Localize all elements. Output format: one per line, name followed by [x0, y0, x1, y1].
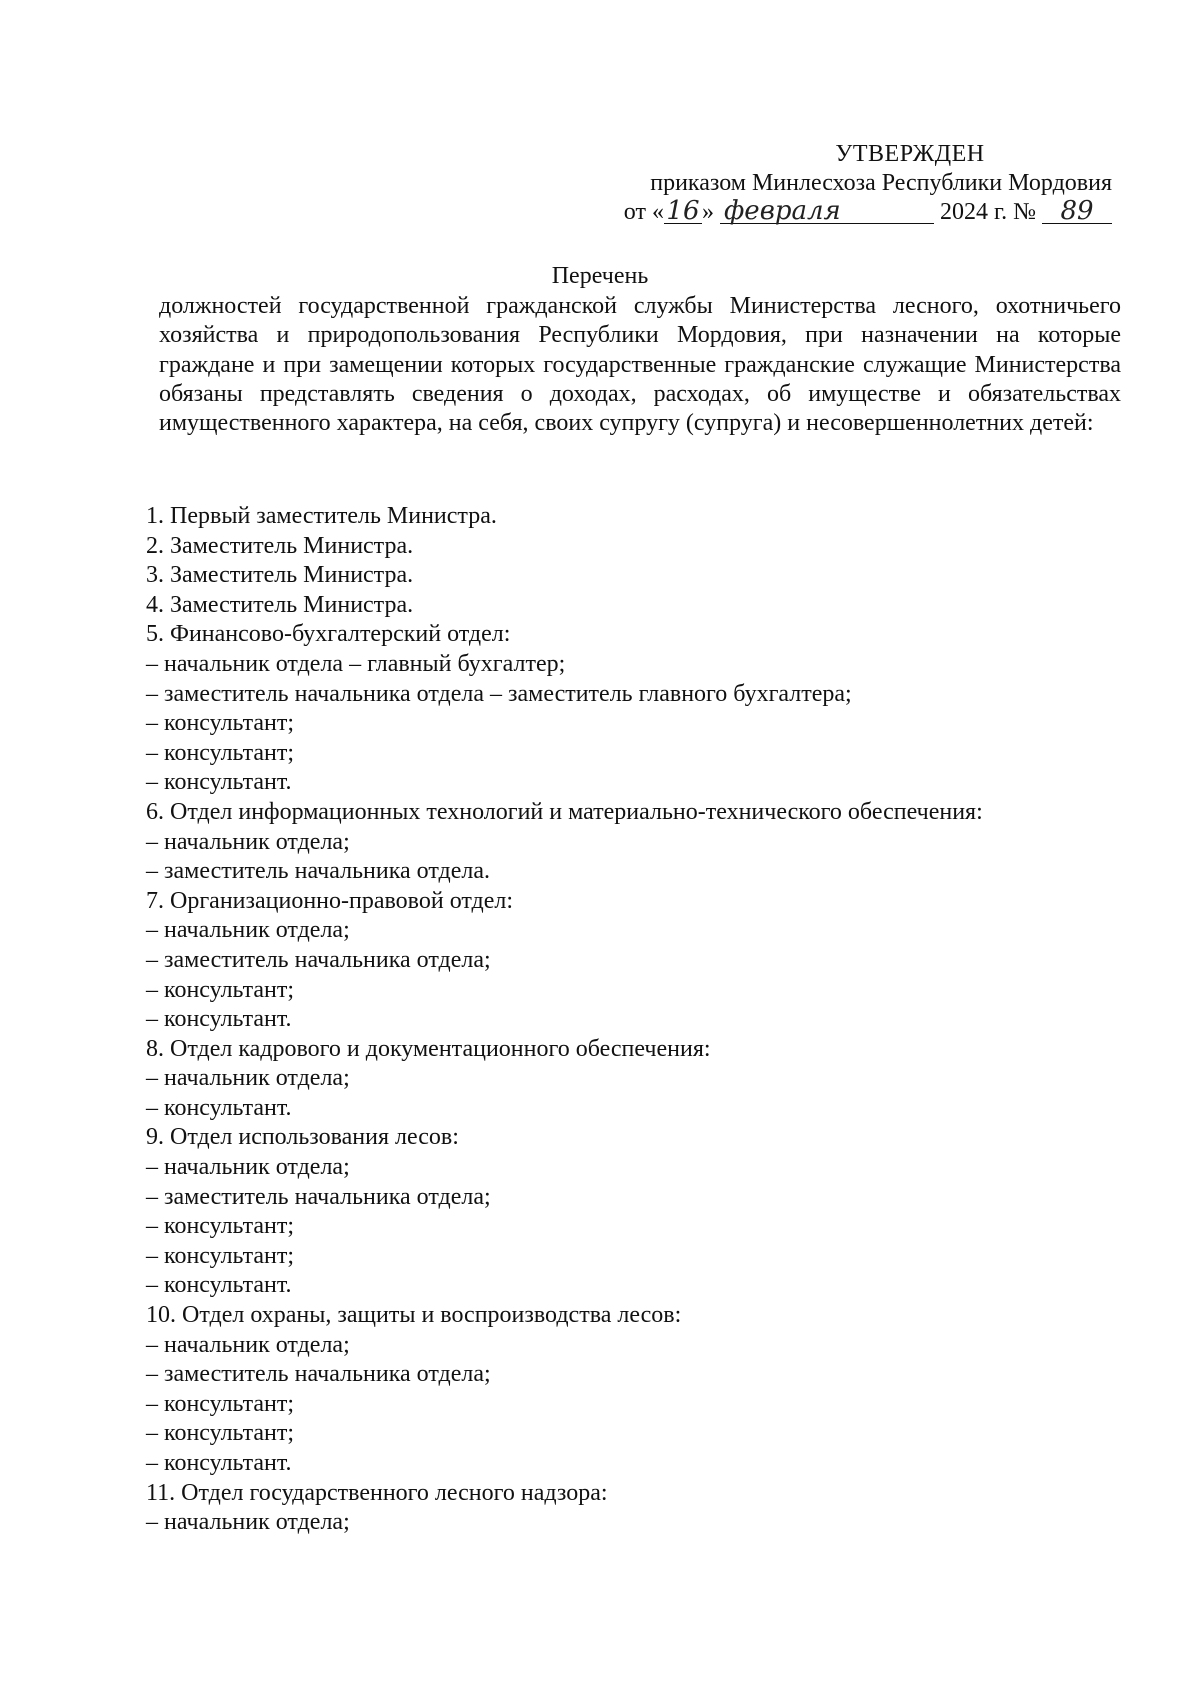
- list-item: 5. Финансово-бухгалтерский отдел:: [146, 621, 511, 648]
- list-item: – заместитель начальника отдела;: [146, 1361, 491, 1388]
- list-item: – начальник отдела;: [146, 917, 350, 944]
- list-item: 8. Отдел кадрового и документационного обеспечения:: [146, 1035, 711, 1062]
- date-prefix: от «: [623, 199, 664, 225]
- handwritten-month: февраля: [720, 199, 934, 224]
- list-item: – начальник отдела;: [146, 1331, 350, 1358]
- list-item: – начальник отдела;: [146, 1065, 350, 1092]
- list-item: 10. Отдел охраны, защиты и воспроизводства лесов:: [146, 1302, 682, 1329]
- list-item: – консультант.: [146, 1006, 292, 1033]
- list-item: 1. Первый заместитель Министра.: [146, 503, 497, 529]
- list-item: 3. Заместитель Министра.: [146, 562, 414, 589]
- approval-title: УТВЕРЖДЕН: [835, 141, 985, 167]
- approval-stamp-block: [600, 140, 1120, 227]
- approval-date-line: [600, 198, 1120, 227]
- document-intro: должностей государственной гражданской службы Министерства лесного, охотничьего хозяйства и природопользования Республики Мордовия, при назначении на которые граждане и при замещении которых государственные гражданские служащие Министерства обязаны представлять сведения о доходах, расходах, об имуществе и обязательствах имущественного характера, на себя, своих супругу (супруга) и несовершеннолетних детей:: [159, 293, 1121, 437]
- list-item: 4. Заместитель Министра.: [146, 591, 414, 618]
- list-item: – начальник отдела;: [146, 1154, 350, 1181]
- list-item: 6. Отдел информационных технологий и материально-технического обеспечения:: [146, 798, 983, 825]
- document-title: Перечень: [551, 263, 649, 289]
- handwritten-order-number: 89: [1042, 199, 1112, 224]
- list-item: 11. Отдел государственного лесного надзора:: [146, 1479, 608, 1506]
- date-mid: »: [701, 199, 714, 225]
- approval-order-line: приказом Минлесхоза Республики Мордовия: [650, 170, 1112, 196]
- list-item: – заместитель начальника отдела;: [146, 946, 491, 973]
- list-item: – заместитель начальника отдела – заместитель главного бухгалтера;: [146, 680, 852, 707]
- list-item: – консультант.: [146, 1272, 292, 1299]
- list-item: – начальник отдела;: [146, 1509, 350, 1536]
- list-item: – консультант;: [146, 976, 295, 1003]
- list-item: – начальник отдела;: [146, 828, 350, 855]
- handwritten-day: 16: [664, 199, 702, 224]
- list-item: – начальник отдела – главный бухгалтер;: [146, 650, 566, 677]
- positions-list: [146, 502, 1126, 1538]
- list-item: – консультант;: [146, 739, 295, 766]
- list-item: 7. Организационно-правовой отдел:: [146, 887, 514, 914]
- list-item: – консультант;: [146, 1390, 295, 1417]
- list-item: 9. Отдел использования лесов:: [146, 1124, 459, 1151]
- list-item: – заместитель начальника отдела.: [146, 858, 490, 885]
- list-item: – консультант.: [146, 769, 292, 796]
- list-item: 2. Заместитель Министра.: [146, 532, 414, 559]
- list-item: – консультант;: [146, 1420, 295, 1447]
- list-item: – заместитель начальника отдела;: [146, 1183, 491, 1210]
- list-item: – консультант;: [146, 710, 295, 737]
- list-item: – консультант.: [146, 1450, 292, 1476]
- list-item: – консультант;: [146, 1213, 295, 1240]
- list-item: – консультант.: [146, 1094, 292, 1121]
- list-item: – консультант;: [146, 1242, 295, 1269]
- year-text: 2024 г. №: [939, 199, 1036, 225]
